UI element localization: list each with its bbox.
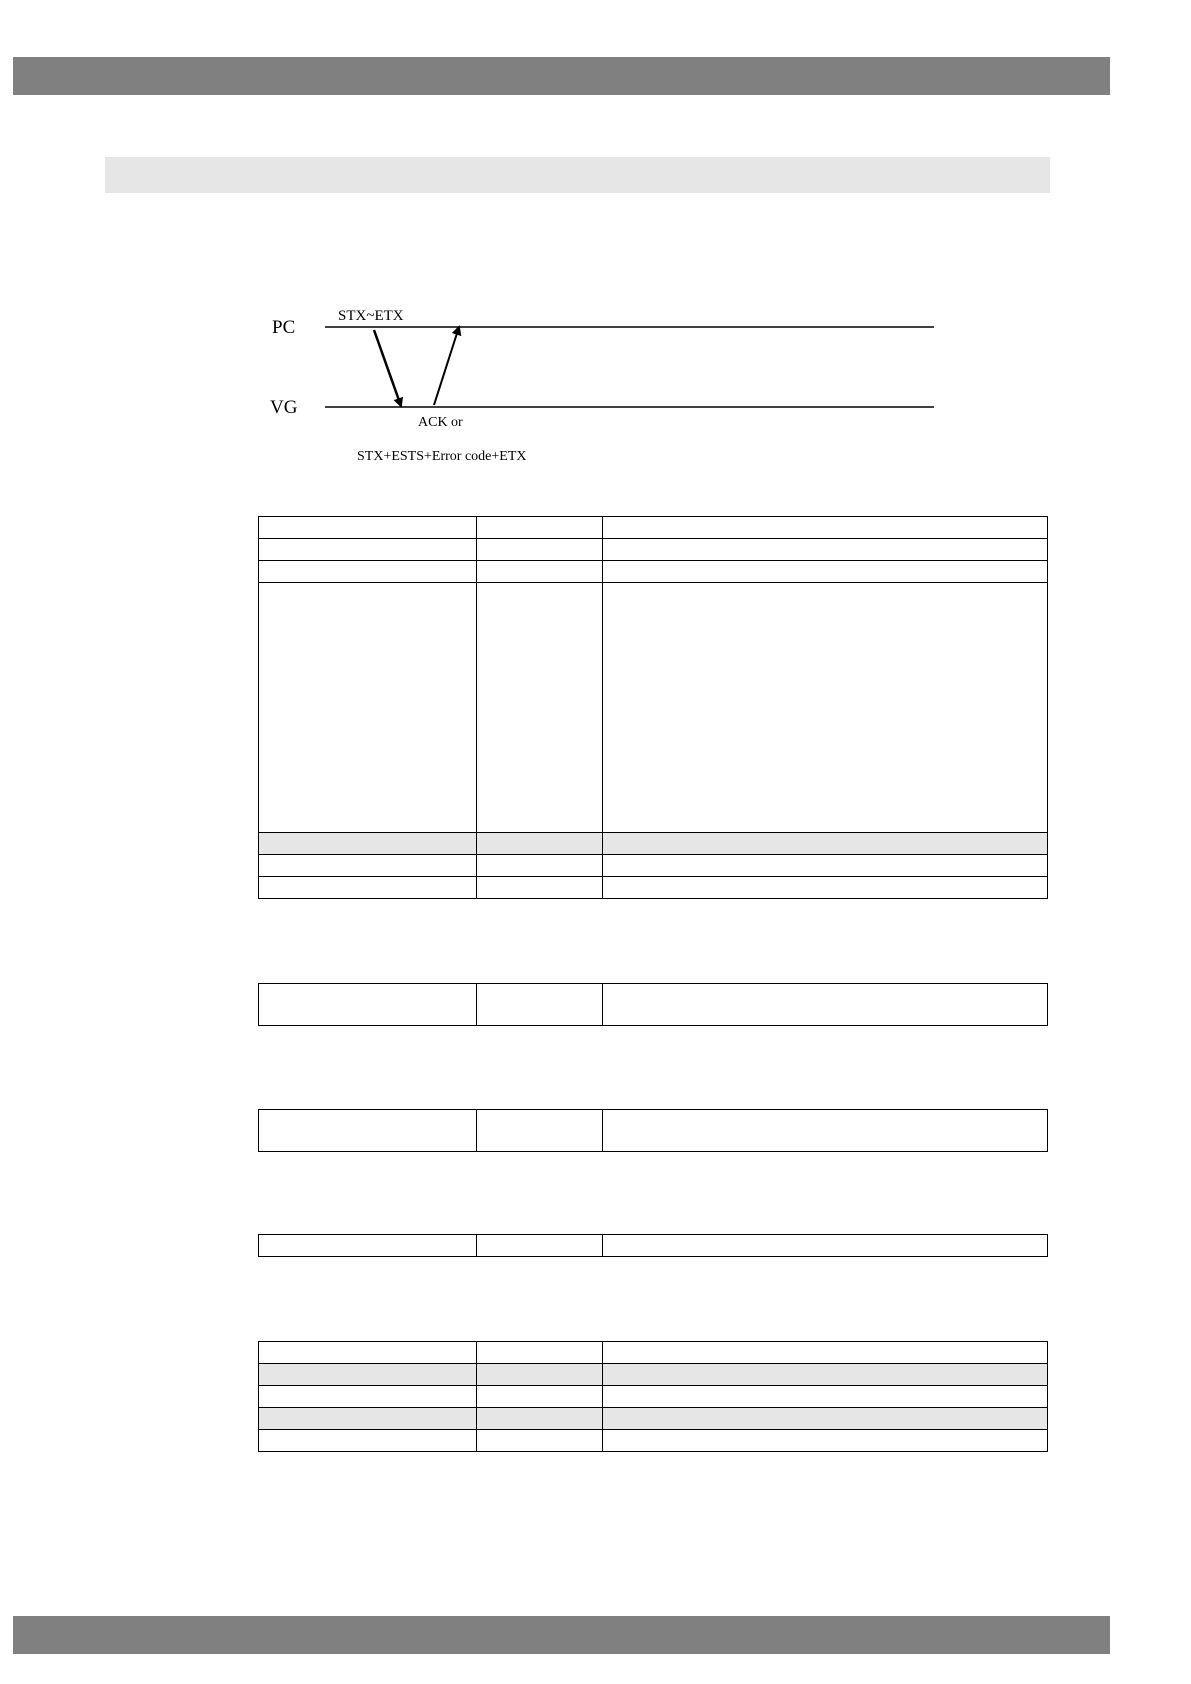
table-cell — [603, 539, 1048, 561]
table-row — [259, 1408, 1048, 1430]
reply-label-line-2: STX+ESTS+Error code+ETX — [357, 449, 527, 464]
section-title-bar — [105, 157, 1050, 193]
table-row — [259, 1110, 1048, 1152]
communication-sequence-diagram — [262, 300, 962, 475]
table-cell — [477, 1386, 603, 1408]
table-row — [259, 833, 1048, 855]
table-cell — [259, 877, 477, 899]
table-cell — [477, 561, 603, 583]
table-cell — [477, 1408, 603, 1430]
table-cell — [259, 561, 477, 583]
table-cell — [603, 517, 1048, 539]
table-cell — [259, 855, 477, 877]
table-row — [259, 539, 1048, 561]
table-cell — [259, 1364, 477, 1386]
table-row — [259, 877, 1048, 899]
table-cell — [603, 1386, 1048, 1408]
table-cell — [477, 583, 603, 833]
table-row — [259, 1430, 1048, 1452]
table-row — [259, 561, 1048, 583]
table-cell — [603, 1430, 1048, 1452]
page-header-band — [13, 57, 1110, 95]
table-row — [259, 583, 1048, 833]
table-cell — [259, 583, 477, 833]
table-cell — [603, 1364, 1048, 1386]
table-cell — [259, 517, 477, 539]
pc-label: PC — [272, 317, 296, 338]
table-cell — [477, 1342, 603, 1364]
table-cell — [603, 1235, 1048, 1257]
reply-label-line-1: ACK or — [418, 415, 463, 430]
vg-label: VG — [270, 397, 298, 418]
table-cell — [259, 1430, 477, 1452]
table-row — [259, 855, 1048, 877]
table-cell — [477, 1430, 603, 1452]
table-cell — [603, 1110, 1048, 1152]
table-row — [259, 1342, 1048, 1364]
table-cell — [477, 984, 603, 1026]
send-arrow — [374, 330, 401, 406]
table-cell — [477, 1235, 603, 1257]
parameter-table-2 — [258, 983, 1048, 1026]
table-cell — [477, 539, 603, 561]
table-cell — [259, 1408, 477, 1430]
table-cell — [603, 833, 1048, 855]
table-cell — [477, 1110, 603, 1152]
table-cell — [259, 833, 477, 855]
page-footer-band — [13, 1616, 1110, 1654]
command-table — [258, 516, 1048, 899]
table-cell — [259, 1386, 477, 1408]
table-row — [259, 1235, 1048, 1257]
table-row — [259, 984, 1048, 1026]
parameter-table-5 — [258, 1341, 1048, 1452]
table-cell — [259, 539, 477, 561]
reply-arrow — [434, 327, 459, 405]
table-cell — [603, 877, 1048, 899]
table-cell — [477, 833, 603, 855]
table-cell — [477, 1364, 603, 1386]
parameter-table-4 — [258, 1234, 1048, 1257]
table-cell — [603, 1342, 1048, 1364]
parameter-table-3 — [258, 1109, 1048, 1152]
table-cell — [259, 1235, 477, 1257]
send-label: STX~ETX — [338, 308, 404, 324]
table-cell — [477, 855, 603, 877]
table-row — [259, 1364, 1048, 1386]
table-row — [259, 517, 1048, 539]
table-cell — [259, 1342, 477, 1364]
table-cell — [603, 1408, 1048, 1430]
table-cell — [603, 561, 1048, 583]
table-cell — [477, 877, 603, 899]
table-row — [259, 1386, 1048, 1408]
table-cell — [603, 583, 1048, 833]
table-cell — [477, 517, 603, 539]
table-cell — [259, 984, 477, 1026]
table-cell — [603, 855, 1048, 877]
table-cell — [603, 984, 1048, 1026]
table-cell — [259, 1110, 477, 1152]
